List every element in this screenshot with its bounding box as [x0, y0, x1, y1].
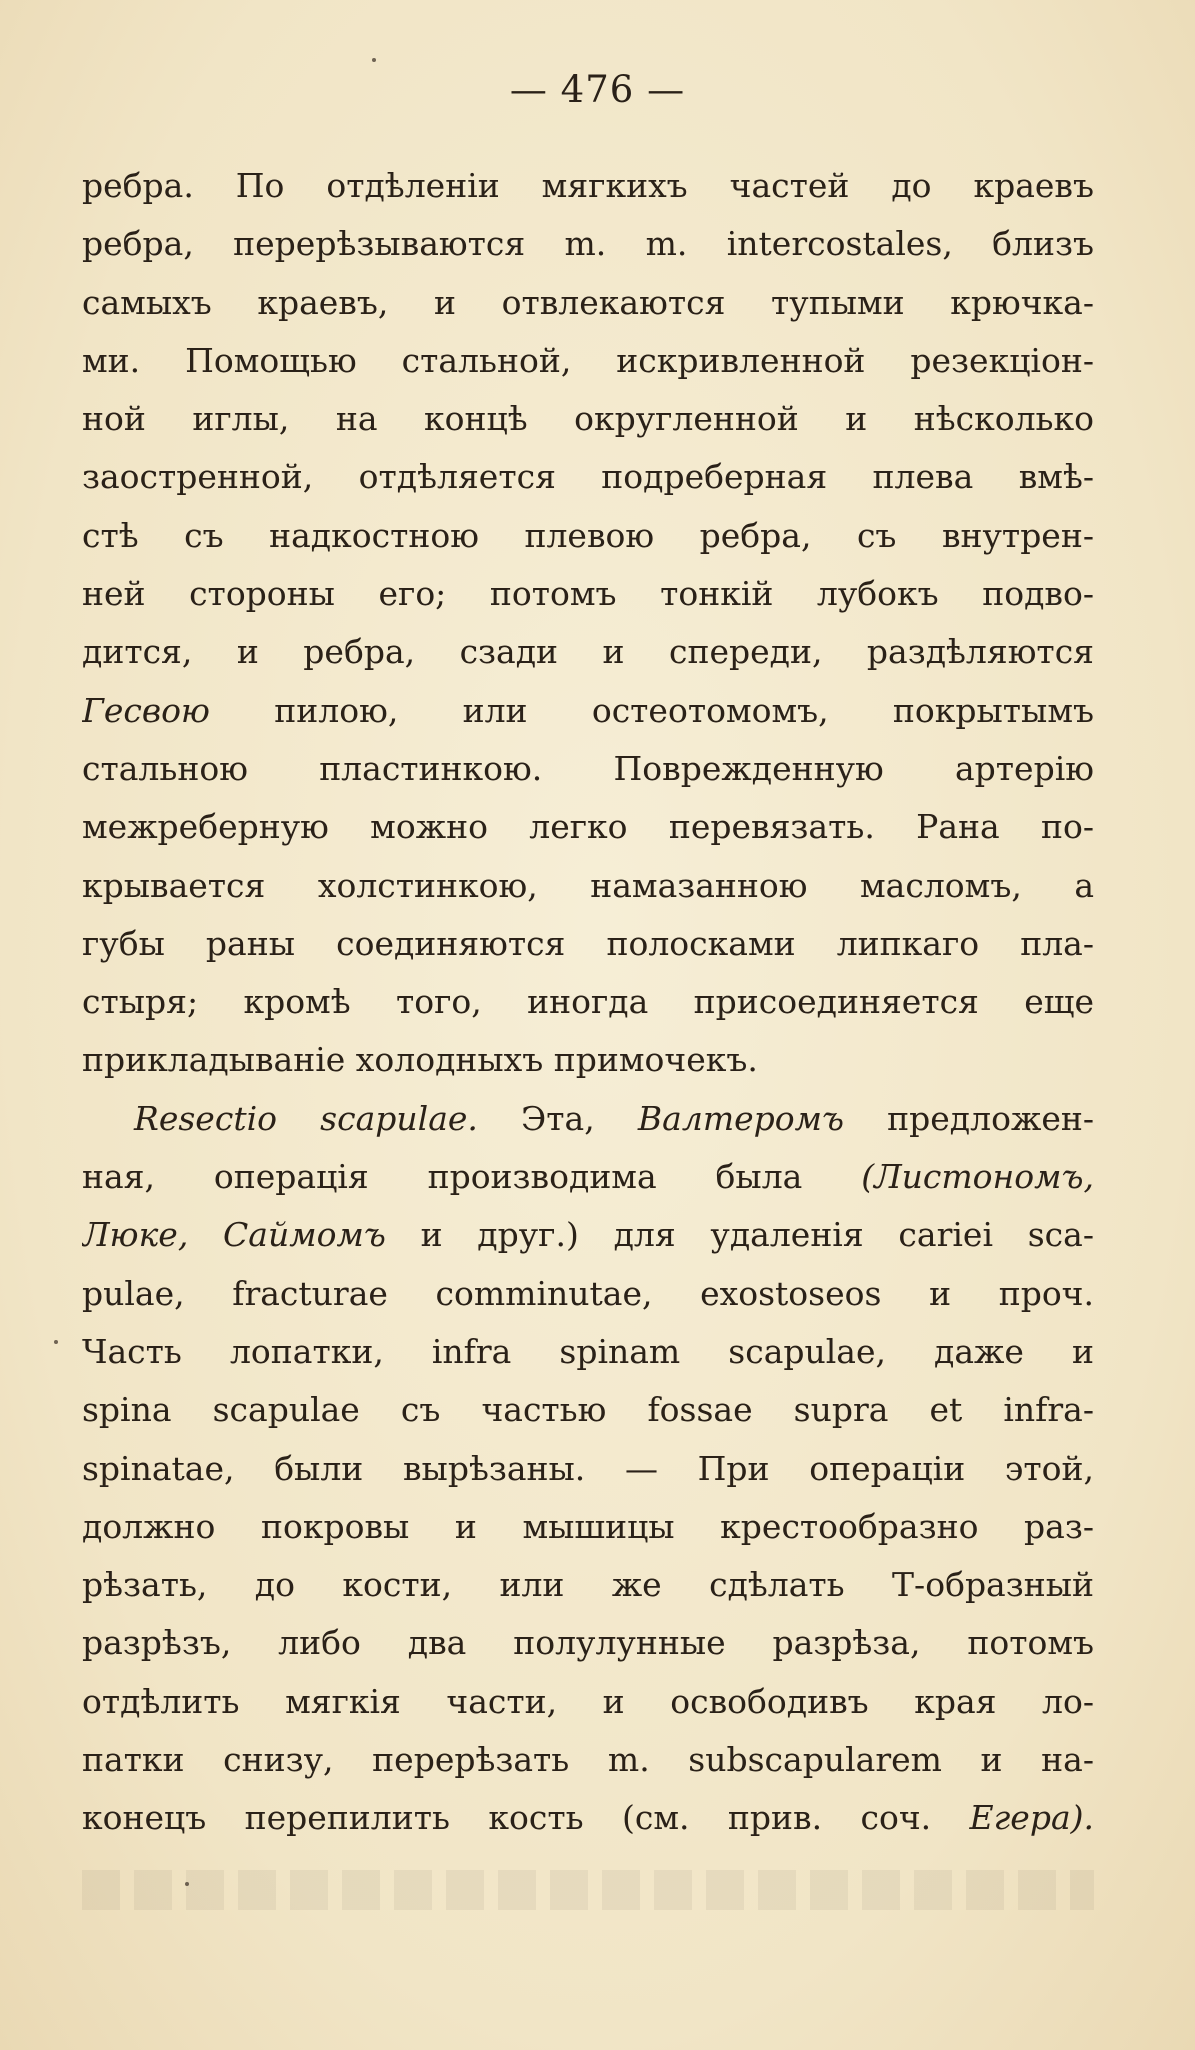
- text-line: [82, 798, 1094, 856]
- text-line: [82, 157, 1094, 215]
- text-run: конецъ перепилить кость (см. прив. соч.: [82, 1798, 970, 1838]
- text-run: стѣ съ надкостною плевою ребра, съ внутрен-: [82, 515, 1094, 555]
- text-run: должно покровы и мышицы крестообразно раз-: [82, 1506, 1094, 1546]
- text-line: [82, 1440, 1094, 1498]
- paper-speck: [54, 1340, 58, 1344]
- text-run: прикладываніе холодныхъ примочекъ.: [82, 1040, 758, 1080]
- italic-name: (Листономъ,: [861, 1157, 1094, 1197]
- text-line: [82, 1614, 1094, 1672]
- text-line: [82, 1031, 1094, 1089]
- italic-name: Егера).: [969, 1798, 1094, 1838]
- text-run: пилою, или остеотомомъ, покрытымъ: [210, 690, 1094, 730]
- italic-name: Валтеромъ: [637, 1098, 844, 1138]
- text-run: Эта,: [477, 1098, 638, 1138]
- text-run: самыхъ краевъ, и отвлекаются тупыми крючка-: [82, 282, 1094, 322]
- text-line: [82, 1789, 1094, 1847]
- text-run: ная, операція производима была: [82, 1157, 862, 1197]
- text-line: [82, 1731, 1094, 1789]
- text-line: [82, 215, 1094, 273]
- text-run: стыря; кромѣ того, иногда присоединяется еще: [82, 982, 1094, 1022]
- section-title: Resectio scapulae.: [134, 1098, 478, 1138]
- text-run: ной иглы, на концѣ округленной и нѣсколько: [82, 399, 1094, 439]
- text-run: Часть лопатки, infra spinam scapulae, даже и: [82, 1331, 1094, 1371]
- text-run: и друг.) для удаленія cariei sca-: [385, 1215, 1094, 1255]
- text-line: [82, 1381, 1094, 1439]
- text-line: [82, 1265, 1094, 1323]
- text-run: заостренной, отдѣляется подреберная плева вмѣ-: [82, 457, 1094, 497]
- text-run: стальною пластинкою. Поврежденную артерію: [82, 748, 1094, 788]
- text-run: крывается холстинкою, намазанною масломъ, а: [82, 865, 1094, 905]
- text-run: предложен-: [844, 1098, 1094, 1138]
- text-line: [82, 857, 1094, 915]
- text-run: ней стороны его; потомъ тонкій лубокъ подво-: [82, 574, 1094, 614]
- text-line: [82, 565, 1094, 623]
- text-line: [82, 740, 1094, 798]
- text-run: межреберную можно легко перевязать. Рана по-: [82, 807, 1094, 847]
- text-run: патки снизу, перерѣзать m. subscapularem и на-: [82, 1740, 1094, 1780]
- paper-speck: [372, 58, 376, 62]
- italic-name: Люке, Саймомъ: [82, 1215, 386, 1255]
- text-line: [82, 973, 1094, 1031]
- text-line: [82, 1673, 1094, 1731]
- text-line: [82, 274, 1094, 332]
- text-line: [82, 507, 1094, 565]
- text-line: [82, 390, 1094, 448]
- text-run: ребра, перерѣзываются m. m. intercostales, близъ: [82, 224, 1094, 264]
- show-through-shadow: [82, 1870, 1094, 1910]
- body-text: [82, 157, 1094, 1848]
- text-line: [82, 1498, 1094, 1556]
- text-run: spina scapulae съ частью fossae supra et infra-: [82, 1390, 1094, 1430]
- text-line: [82, 623, 1094, 681]
- page-number: — 476 —: [509, 68, 686, 111]
- text-line: [82, 1148, 1094, 1206]
- text-line: [82, 1556, 1094, 1614]
- text-line: [82, 1090, 1094, 1148]
- text-line: [82, 915, 1094, 973]
- italic-name: Гесвою: [82, 690, 210, 730]
- text-run: ребра. По отдѣленіи мягкихъ частей до краевъ: [82, 166, 1094, 205]
- text-run: рѣзать, до кости, или же сдѣлать Т-образный: [82, 1565, 1094, 1605]
- text-line: [82, 1206, 1094, 1264]
- text-run: отдѣлить мягкія части, и освободивъ края ло-: [82, 1681, 1094, 1721]
- text-line: [82, 1323, 1094, 1381]
- text-run: spinatae, были вырѣзаны. — При операціи этой,: [82, 1448, 1094, 1488]
- text-run: разрѣзъ, либо два полулунные разрѣза, потомъ: [82, 1623, 1094, 1663]
- text-line: [82, 682, 1094, 740]
- text-run: pulae, fracturae comminutae, exostoseos и проч.: [82, 1273, 1094, 1313]
- text-run: губы раны соединяются полосками липкаго пла-: [82, 923, 1094, 963]
- text-run: ми. Помощью стальной, искривленной резекціон-: [82, 340, 1094, 380]
- text-line: [82, 332, 1094, 390]
- text-run: дится, и ребра, сзади и спереди, раздѣляются: [82, 632, 1094, 672]
- text-line: [82, 448, 1094, 506]
